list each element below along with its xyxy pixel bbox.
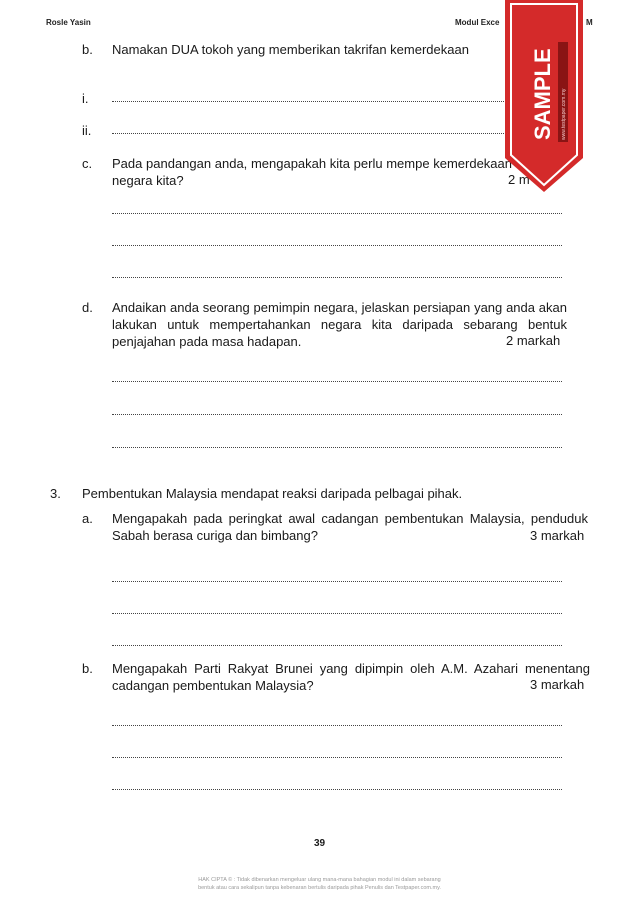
answer-line [112, 133, 512, 134]
sample-watermark-ribbon [505, 0, 583, 192]
answer-line [112, 613, 562, 614]
question-2b-text: Namakan DUA tokoh yang memberikan takrifan kemerdekaan [112, 42, 469, 57]
question-2c-label: c. [82, 156, 93, 171]
answer-line [112, 789, 562, 790]
question-3b-label: b. [82, 661, 93, 676]
copyright-footer [0, 876, 639, 892]
answer-line [112, 381, 562, 382]
header-author: Rosle Yasin [46, 18, 91, 27]
page-number: 39 [313, 838, 326, 849]
answer-line [112, 581, 562, 582]
answer-line [112, 101, 512, 102]
answer-line [112, 277, 562, 278]
question-3-number: 3. [50, 486, 61, 501]
question-2c-marks: 2 m [508, 172, 530, 187]
watermark-subtext: www.testpaper.com.my [561, 88, 567, 140]
question-2c-text: Pada pandangan anda, mengapakah kita perlu mempe kemerdekaan negara kita? [112, 156, 512, 188]
question-3a-text: Mengapakah pada peringkat awal cadangan pembentukan Malaysia, penduduk Sabah berasa curiga dan bimbang? [112, 511, 588, 543]
answer-line [112, 414, 562, 415]
question-3-text: Pembentukan Malaysia mendapat reaksi daripada pelbagai pihak. [82, 486, 463, 501]
question-3b-text: Mengapakah Parti Rakyat Brunei yang dipimpin oleh A.M. Azahari menentang cadangan pembentukan Malaysia? [112, 661, 590, 693]
header-module-suffix: M [586, 18, 593, 27]
copyright-line-1: HAK CIPTA © : Tidak dibenarkan mengeluar ulang mana-mana bahagian modul ini dalam sebarang [198, 877, 441, 883]
watermark-text: SAMPLE [530, 48, 555, 140]
answer-line [112, 213, 562, 214]
answer-item-i-label: i. [82, 91, 89, 106]
question-2d-label: d. [82, 300, 93, 315]
answer-item-ii-label: ii. [82, 123, 92, 138]
question-2b-label: b. [82, 42, 93, 57]
question-2d-marks: 2 markah [506, 333, 561, 348]
answer-line [112, 447, 562, 448]
question-3a-label: a. [82, 511, 93, 526]
copyright-line-2: bentuk atau cara sekalipun tanpa kebenaran bertulis daripada pihak Penulis dan Testpaper.com.my. [198, 885, 441, 891]
answer-line [112, 645, 562, 646]
header-module-title: Modul Exce [455, 18, 500, 27]
answer-line [112, 725, 562, 726]
question-3a-marks: 3 markah [530, 528, 585, 543]
answer-line [112, 245, 562, 246]
question-2d-text: Andaikan anda seorang pemimpin negara, jelaskan persiapan yang anda akan lakukan untuk mempertahankan negara kita daripada sebarang bentuk penjajahan pada masa hadapan. [112, 300, 567, 349]
question-3b-marks: 3 markah [530, 677, 585, 692]
answer-line [112, 757, 562, 758]
